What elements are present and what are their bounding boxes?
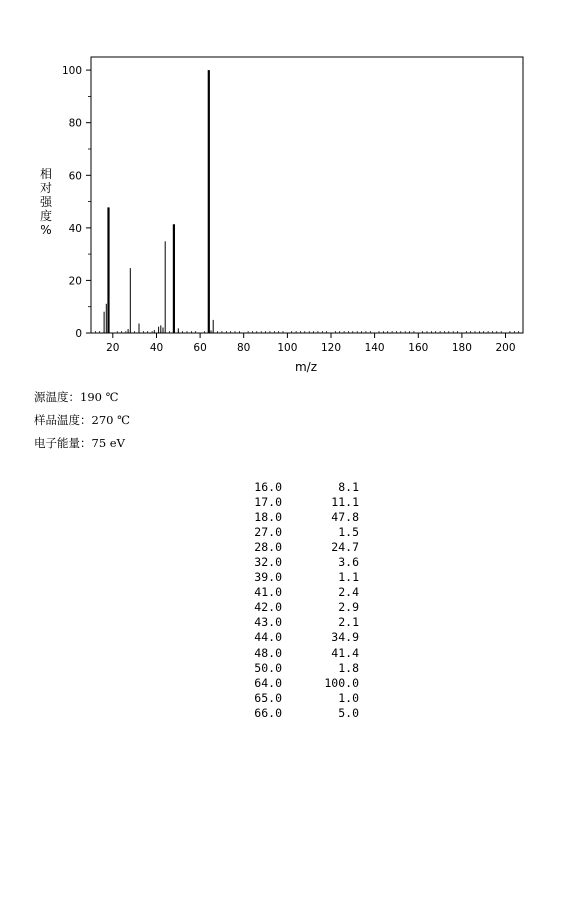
peak-row: [246, 615, 359, 630]
peak-row: [246, 570, 359, 585]
peak-mz: 66.0: [254, 705, 282, 720]
peak-abundance: 34.9: [331, 630, 359, 645]
y-axis-ticks: [62, 65, 91, 340]
peak-abundance: 100.0: [324, 675, 359, 690]
y-tick-label: 100: [61, 65, 82, 78]
y-axis-title: [40, 166, 53, 237]
peak-mz: 39.0: [254, 570, 282, 585]
x-tick-label: 20: [106, 342, 120, 354]
peak-abundance: 47.8: [331, 510, 359, 525]
peak-row: [246, 540, 359, 555]
peak-abundance: 1.8: [338, 660, 359, 675]
peak-abundance: 1.5: [338, 525, 359, 540]
peak-row: [246, 510, 359, 525]
sample-temperature-label: 样品温度：: [34, 413, 92, 427]
peak-mz: 41.0: [254, 585, 282, 600]
x-tick-label: 120: [320, 342, 342, 354]
y-tick-label: 40: [68, 222, 82, 235]
source-temperature-label: 源温度：: [34, 390, 80, 404]
peak-abundance: 2.9: [338, 600, 359, 615]
peak-row: [246, 600, 359, 615]
x-axis-title: m/z: [294, 360, 318, 374]
peak-mz: 16.0: [254, 480, 282, 494]
sample-temperature-value: 270 ℃: [91, 413, 130, 427]
peak-mz: 64.0: [254, 675, 282, 690]
peak-mz: 65.0: [254, 690, 282, 705]
electron-energy: [34, 435, 125, 451]
peak-mz: 50.0: [254, 660, 282, 675]
peak-row: [246, 661, 359, 676]
peak-abundance: 5.0: [338, 705, 359, 720]
y-axis-title-char: 度: [39, 209, 53, 223]
plot-frame: [91, 57, 523, 333]
peak-row: [246, 676, 359, 691]
x-tick-label: 160: [408, 342, 429, 354]
peak-row: [246, 495, 359, 510]
peak-abundance: 8.1: [338, 480, 359, 494]
peak-abundance: 1.1: [338, 570, 359, 585]
sample-temperature: [34, 412, 130, 428]
peak-row: [246, 706, 359, 721]
peak-abundance: 3.6: [338, 555, 359, 570]
y-axis-title-char: 对: [39, 181, 53, 195]
peak-mz: 17.0: [254, 495, 282, 510]
electron-energy-value: 75 eV: [91, 436, 125, 450]
peak-table: [246, 480, 359, 721]
x-tick-label: 100: [277, 342, 298, 354]
source-temperature: [34, 389, 118, 405]
peak-abundance: 11.1: [331, 495, 359, 510]
peak-abundance: 41.4: [331, 645, 359, 660]
x-axis-ticks: [106, 333, 515, 354]
peak-mz: 32.0: [254, 555, 282, 570]
peak-row: [246, 480, 359, 495]
electron-energy-label: 电子能量：: [34, 436, 92, 450]
peak-row: [246, 646, 359, 661]
peak-mz: 48.0: [254, 645, 282, 660]
peak-abundance: 2.4: [338, 585, 359, 600]
x-tick-label: 140: [364, 342, 385, 354]
peak-mz: 43.0: [254, 615, 282, 630]
y-tick-label: 20: [68, 275, 82, 288]
x-tick-label: 180: [451, 342, 472, 354]
y-axis-title-char: 相: [39, 167, 53, 181]
peak-row: [246, 630, 359, 645]
x-tick-label: 40: [149, 342, 164, 354]
x-tick-label: 200: [495, 342, 516, 354]
peak-row: [246, 691, 359, 706]
mass-spectrum-chart: [0, 0, 570, 380]
spectrum-peaks: [104, 70, 213, 333]
y-tick-label: 60: [68, 170, 82, 183]
x-tick-label: 60: [193, 342, 207, 354]
peak-abundance: 1.0: [338, 690, 359, 705]
peak-mz: 27.0: [254, 525, 282, 540]
y-tick-label: 0: [75, 328, 82, 340]
source-temperature-value: 190 ℃: [80, 390, 119, 404]
peak-mz: 28.0: [254, 540, 282, 555]
peak-mz: 42.0: [254, 600, 282, 615]
peak-row: [246, 555, 359, 570]
x-tick-label: 80: [237, 342, 251, 354]
peak-abundance: 2.1: [338, 615, 359, 630]
peak-abundance: 24.7: [331, 540, 359, 555]
y-axis-title-char: %: [40, 223, 52, 237]
peak-mz: 44.0: [254, 630, 282, 645]
y-axis-title-char: 强: [39, 195, 53, 209]
peak-mz: 18.0: [254, 510, 282, 525]
peak-row: [246, 585, 359, 600]
y-tick-label: 80: [68, 117, 82, 130]
peak-row: [246, 525, 359, 540]
